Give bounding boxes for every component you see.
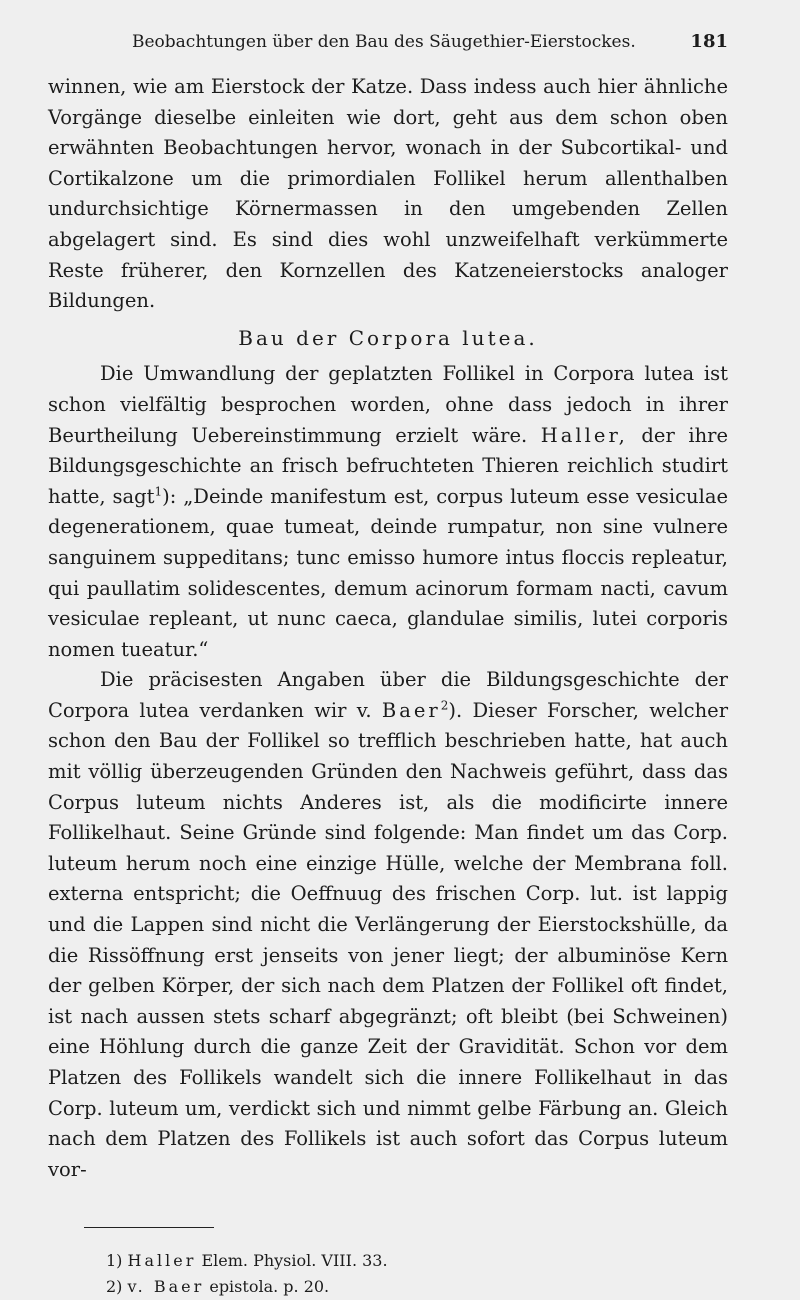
paragraph-3-part-b: ). Dieser Forscher, welcher schon den Bau der Follikel so trefflich beschrieben hatte, hat auch mit völlig überzeugenden Gründen den Nachweis geführt, dass das Corpus luteum nichts Anderes ist, als die modificirte innere Follikelhaut. Seine Gründe sind folgende: Man findet um das Corp. luteum herum noch eine einzige Hülle, welche der Membrana foll. externa entspricht; die Oeffnuug des frischen Corp. lut. ist lappig und die Lappen sind nicht die Verlängerung der Eierstockshülle, da die Rissöffnung erst jenseits von jener liegt; der albuminöse Kern der gelben Körper, der sich nach dem Platzen der Follikel oft findet, ist nach aussen stets scharf abgegränzt; oft bleibt (bei Schweinen) eine Höhlung durch die ganze Zeit der Gravidität. Schon vor dem Platzen des Follikels wandelt sich die innere Follikelhaut in das Corp. luteum um, verdickt sich und nimmt gelbe Färbung an. Gleich nach dem Platzen des Follikels ist auch sofort das Corpus luteum vor- (48, 698, 729, 1181)
footnote-ref-1: 1 (154, 484, 163, 499)
footnote-1-author: Haller (127, 1251, 197, 1271)
section-heading: Bau der Corpora lutea. (238, 325, 538, 350)
paragraph-2-part-a: Die Umwandlung der geplatzten Follikel in Corpora lutea ist schon vielfältig besprochen worden, ohne dass jedoch in ihrer Beurtheilung Uebereinstimmung erzielt wäre. (48, 362, 728, 447)
footnote-2-author: v. Baer (127, 1277, 205, 1297)
footnote-ref-2: 2 (440, 698, 449, 713)
footnote-1-number: 1) (106, 1251, 123, 1271)
footnote-2 (106, 1274, 728, 1300)
author-baer: Baer (381, 698, 441, 722)
footnote-divider (84, 1227, 214, 1228)
footnotes (48, 1248, 728, 1300)
footnote-1 (106, 1248, 728, 1274)
paragraph-1: winnen, wie am Eierstock der Katze. Dass indess auch hier ähnliche Vorgänge dieselbe einleiten wie dort, geht aus dem schon oben erwähnten Beobachtungen hervor, wonach in der Subcortikal- und Cortikalzone um die primordialen Follikel herum allenthalben undurchsichtige Körnermassen in den umgebenden Zellen abgelagert sind. Es sind dies wohl unzweifelhaft verkümmerte Reste früherer, den Kornzellen des Katzeneierstocks analoger Bildungen. (48, 75, 728, 313)
footnote-2-text: epistola. p. 20. (209, 1277, 330, 1297)
footnote-2-number: 2) (106, 1277, 123, 1297)
paragraph-2-part-b: der ihre Bildungsgeschichte an frisch befruchteten Thieren reichlich studirt hatte, sagt (48, 423, 729, 508)
paragraph-3-part-a: Die präcisesten Angaben über die Bildungsgeschichte der Corpora lutea verdanken wir v. (48, 668, 728, 722)
author-haller: Haller, (540, 423, 628, 447)
body-text (48, 72, 728, 1185)
running-header (48, 28, 728, 68)
paragraph-2 (48, 359, 728, 665)
page-number: 181 (690, 31, 728, 52)
footnote-1-text: Elem. Physiol. VIII. 33. (201, 1251, 388, 1271)
paragraph-3 (48, 665, 728, 1185)
running-title: Beobachtungen über den Bau des Säugethier-Eierstockes. (132, 32, 636, 52)
paragraph-2-part-c: ): „Deinde manifestum est, corpus luteum esse vesiculae degenerationem, quae tumeat, deinde rumpatur, non sine vulnere sanguinem suppeditans; tunc emisso humore intus floccis repleatur, qui paullatim solidescentes, demum acinorum formam nacti, cavum vesiculae repleant, ut nunc caeca, glandulae similis, lutei corporis nomen tueatur.“ (48, 484, 728, 661)
